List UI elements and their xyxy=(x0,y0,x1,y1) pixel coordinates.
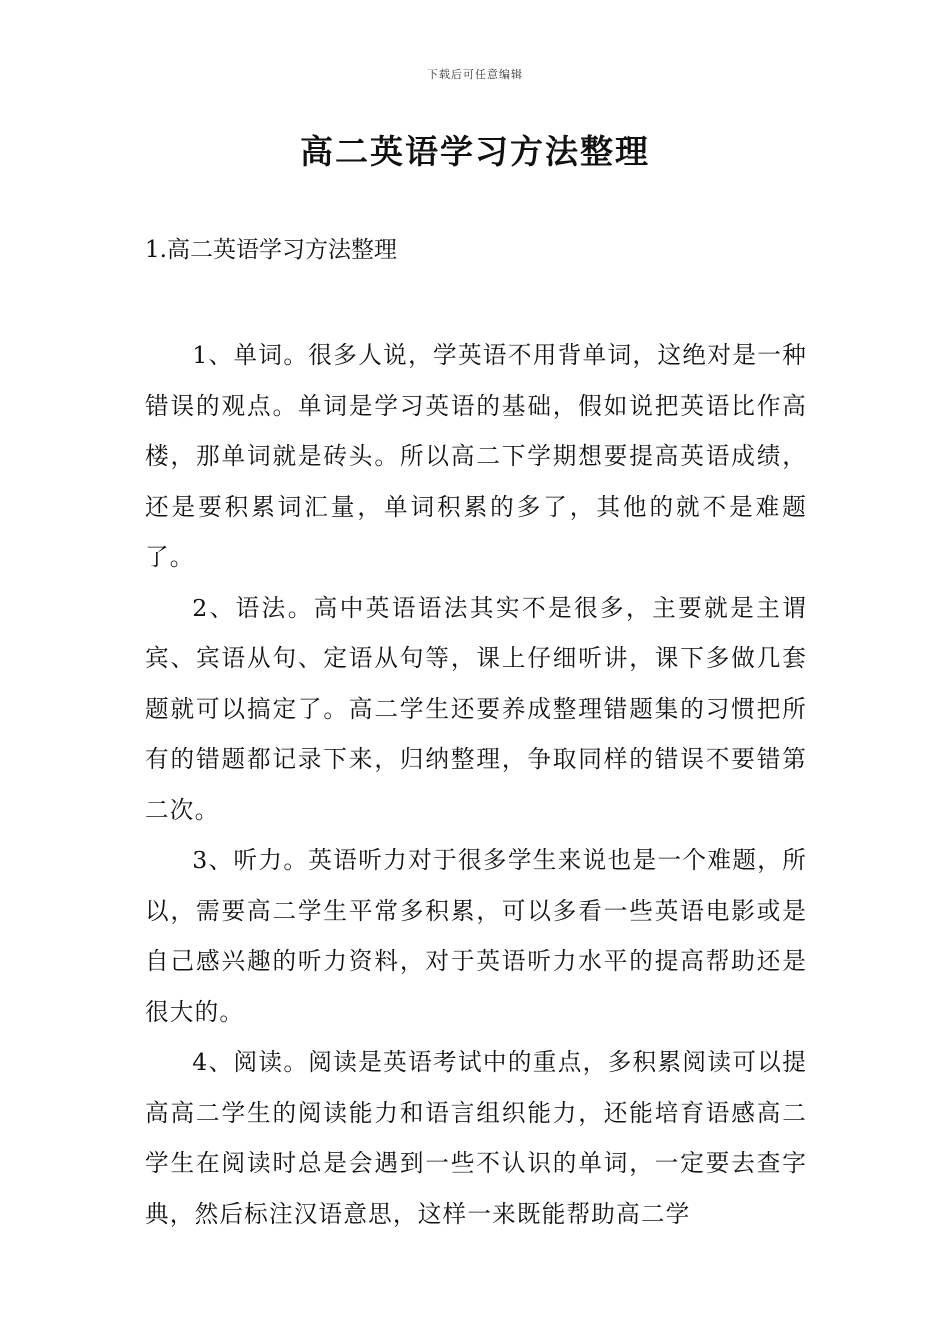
paragraph-vocabulary: 1、单词。很多人说，学英语不用背单词，这绝对是一种错误的观点。单词是学习英语的基础，假如说把英语比作高楼，那单词就是砖头。所以高二下学期想要提高英语成绩，还是要积累词汇量，单词积累的多了，其他的就不是难题了。 xyxy=(145,341,807,571)
section-heading: 1.高二英语学习方法整理 xyxy=(145,237,397,263)
paragraph-reading: 4、阅读。阅读是英语考试中的重点，多积累阅读可以提高高二学生的阅读能力和语言组织能力，还能培育语感高二学生在阅读时总是会遇到一些不认识的单词，一定要去查字典，然后标注汉语意思，这样一来既能帮助高二学 xyxy=(145,1048,807,1228)
document-title: 高二英语学习方法整理 xyxy=(300,132,650,171)
paragraph-listening: 3、听力。英语听力对于很多学生来说也是一个难题，所以，需要高二学生平常多积累，可以多看一些英语电影或是自己感兴趣的听力资料，对于英语听力水平的提高帮助还是很大的。 xyxy=(145,846,807,1026)
document-body xyxy=(145,330,807,1239)
header-note: 下载后可任意编辑 xyxy=(427,68,523,81)
paragraph-grammar: 2、语法。高中英语语法其实不是很多，主要就是主谓宾、宾语从句、定语从句等，课上仔细听讲，课下多做几套题就可以搞定了。高二学生还要养成整理错题集的习惯把所有的错题都记录下来，归纳整理，争取同样的错误不要错第二次。 xyxy=(145,593,807,824)
